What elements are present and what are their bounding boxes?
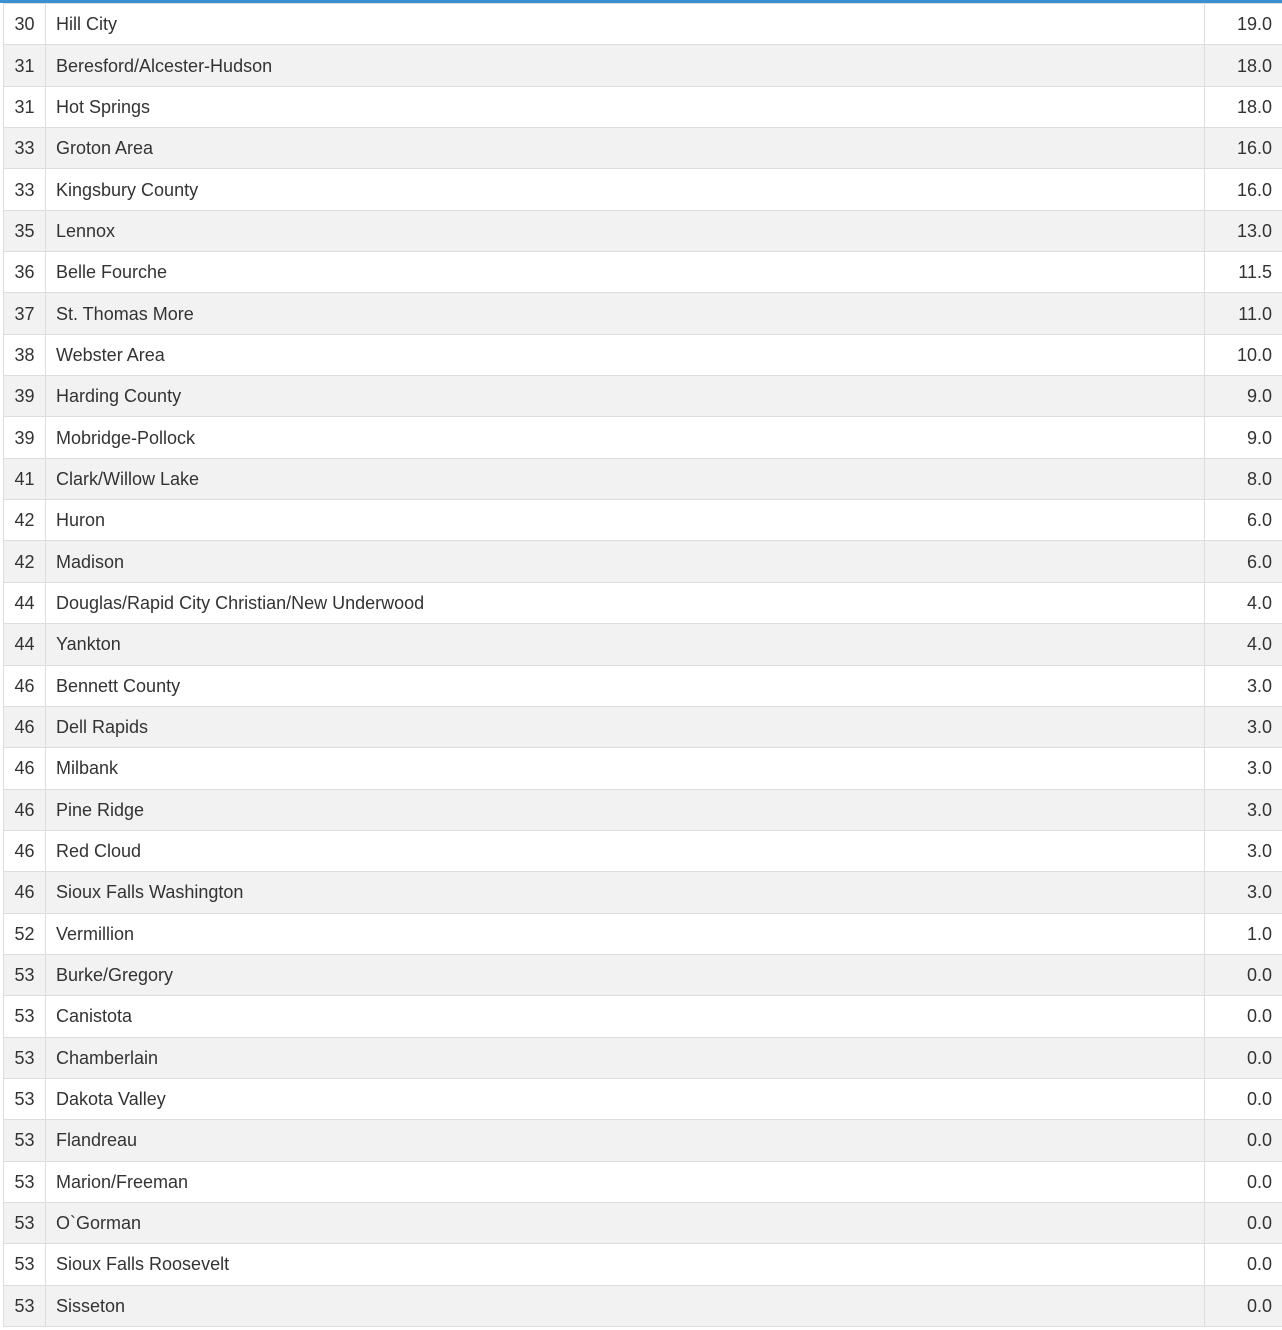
rank-cell: 46 [4, 789, 46, 830]
points-cell: 16.0 [1205, 169, 1282, 210]
table-row [4, 996, 1282, 1037]
rank-cell: 46 [4, 830, 46, 871]
points-cell: 18.0 [1205, 86, 1282, 127]
table-row [4, 417, 1282, 458]
team-name-cell: Canistota [46, 996, 1205, 1037]
points-cell: 0.0 [1205, 1244, 1282, 1285]
team-name-cell: Vermillion [46, 913, 1205, 954]
rank-cell: 36 [4, 252, 46, 293]
rank-cell: 46 [4, 872, 46, 913]
team-name-cell: O`Gorman [46, 1202, 1205, 1243]
team-name-cell: Dakota Valley [46, 1078, 1205, 1119]
table-row [4, 582, 1282, 623]
rank-cell: 39 [4, 376, 46, 417]
team-name-cell: Red Cloud [46, 830, 1205, 871]
table-row [4, 541, 1282, 582]
table-row [4, 954, 1282, 995]
points-cell: 6.0 [1205, 541, 1282, 582]
table-row [4, 1285, 1282, 1326]
table-row [4, 252, 1282, 293]
points-cell: 3.0 [1205, 789, 1282, 830]
rank-cell: 44 [4, 582, 46, 623]
rank-cell: 52 [4, 913, 46, 954]
points-cell: 1.0 [1205, 913, 1282, 954]
team-name-cell: Hot Springs [46, 86, 1205, 127]
rank-cell: 31 [4, 86, 46, 127]
points-cell: 3.0 [1205, 830, 1282, 871]
points-cell: 0.0 [1205, 1202, 1282, 1243]
points-cell: 16.0 [1205, 128, 1282, 169]
table-row [4, 1120, 1282, 1161]
rank-cell: 53 [4, 1078, 46, 1119]
team-name-cell: Yankton [46, 624, 1205, 665]
points-cell: 0.0 [1205, 996, 1282, 1037]
rank-cell: 46 [4, 748, 46, 789]
table-row [4, 500, 1282, 541]
team-name-cell: Dell Rapids [46, 706, 1205, 747]
table-row [4, 789, 1282, 830]
points-cell: 19.0 [1205, 4, 1282, 45]
rank-cell: 31 [4, 45, 46, 86]
table-row [4, 624, 1282, 665]
rank-cell: 39 [4, 417, 46, 458]
team-name-cell: Lennox [46, 210, 1205, 251]
table-row [4, 210, 1282, 251]
table-row [4, 293, 1282, 334]
team-name-cell: Pine Ridge [46, 789, 1205, 830]
team-name-cell: Sioux Falls Roosevelt [46, 1244, 1205, 1285]
standings-table-body [4, 4, 1282, 1327]
points-cell: 18.0 [1205, 45, 1282, 86]
table-row [4, 830, 1282, 871]
points-cell: 8.0 [1205, 458, 1282, 499]
table-row [4, 1161, 1282, 1202]
table-row [4, 748, 1282, 789]
table-row [4, 913, 1282, 954]
points-cell: 0.0 [1205, 1037, 1282, 1078]
table-row [4, 665, 1282, 706]
rank-cell: 53 [4, 1244, 46, 1285]
points-cell: 3.0 [1205, 872, 1282, 913]
table-row [4, 1202, 1282, 1243]
table-row [4, 4, 1282, 45]
team-name-cell: Flandreau [46, 1120, 1205, 1161]
rank-cell: 53 [4, 1285, 46, 1326]
rank-cell: 46 [4, 706, 46, 747]
rank-cell: 53 [4, 1120, 46, 1161]
team-name-cell: Webster Area [46, 334, 1205, 375]
points-cell: 13.0 [1205, 210, 1282, 251]
points-cell: 0.0 [1205, 1078, 1282, 1119]
points-cell: 0.0 [1205, 954, 1282, 995]
points-cell: 3.0 [1205, 706, 1282, 747]
rank-cell: 53 [4, 1161, 46, 1202]
points-cell: 0.0 [1205, 1161, 1282, 1202]
team-name-cell: St. Thomas More [46, 293, 1205, 334]
points-cell: 4.0 [1205, 582, 1282, 623]
points-cell: 9.0 [1205, 376, 1282, 417]
standings-table [3, 3, 1282, 1327]
team-name-cell: Sioux Falls Washington [46, 872, 1205, 913]
rank-cell: 37 [4, 293, 46, 334]
points-cell: 4.0 [1205, 624, 1282, 665]
points-cell: 11.5 [1205, 252, 1282, 293]
table-row [4, 169, 1282, 210]
team-name-cell: Belle Fourche [46, 252, 1205, 293]
team-name-cell: Harding County [46, 376, 1205, 417]
table-row [4, 376, 1282, 417]
table-row [4, 1037, 1282, 1078]
table-row [4, 1244, 1282, 1285]
rank-cell: 53 [4, 1202, 46, 1243]
table-row [4, 706, 1282, 747]
rank-cell: 30 [4, 4, 46, 45]
rank-cell: 53 [4, 954, 46, 995]
rank-cell: 44 [4, 624, 46, 665]
team-name-cell: Mobridge-Pollock [46, 417, 1205, 458]
team-name-cell: Hill City [46, 4, 1205, 45]
points-cell: 6.0 [1205, 500, 1282, 541]
team-name-cell: Sisseton [46, 1285, 1205, 1326]
points-cell: 3.0 [1205, 748, 1282, 789]
table-row [4, 334, 1282, 375]
table-row [4, 458, 1282, 499]
rank-cell: 35 [4, 210, 46, 251]
team-name-cell: Milbank [46, 748, 1205, 789]
team-name-cell: Groton Area [46, 128, 1205, 169]
points-cell: 3.0 [1205, 665, 1282, 706]
table-row [4, 1078, 1282, 1119]
rank-cell: 46 [4, 665, 46, 706]
points-cell: 11.0 [1205, 293, 1282, 334]
rank-cell: 33 [4, 169, 46, 210]
points-cell: 0.0 [1205, 1120, 1282, 1161]
table-row [4, 45, 1282, 86]
rank-cell: 38 [4, 334, 46, 375]
rank-cell: 33 [4, 128, 46, 169]
rank-cell: 53 [4, 1037, 46, 1078]
team-name-cell: Marion/Freeman [46, 1161, 1205, 1202]
table-row [4, 86, 1282, 127]
team-name-cell: Kingsbury County [46, 169, 1205, 210]
rank-cell: 42 [4, 500, 46, 541]
team-name-cell: Chamberlain [46, 1037, 1205, 1078]
team-name-cell: Douglas/Rapid City Christian/New Underwood [46, 582, 1205, 623]
rank-cell: 53 [4, 996, 46, 1037]
table-row [4, 872, 1282, 913]
points-cell: 10.0 [1205, 334, 1282, 375]
team-name-cell: Beresford/Alcester-Hudson [46, 45, 1205, 86]
team-name-cell: Burke/Gregory [46, 954, 1205, 995]
team-name-cell: Huron [46, 500, 1205, 541]
points-cell: 0.0 [1205, 1285, 1282, 1326]
rank-cell: 41 [4, 458, 46, 499]
team-name-cell: Bennett County [46, 665, 1205, 706]
team-name-cell: Clark/Willow Lake [46, 458, 1205, 499]
rank-cell: 42 [4, 541, 46, 582]
points-cell: 9.0 [1205, 417, 1282, 458]
table-row [4, 128, 1282, 169]
team-name-cell: Madison [46, 541, 1205, 582]
standings-table-container [3, 3, 1282, 1327]
